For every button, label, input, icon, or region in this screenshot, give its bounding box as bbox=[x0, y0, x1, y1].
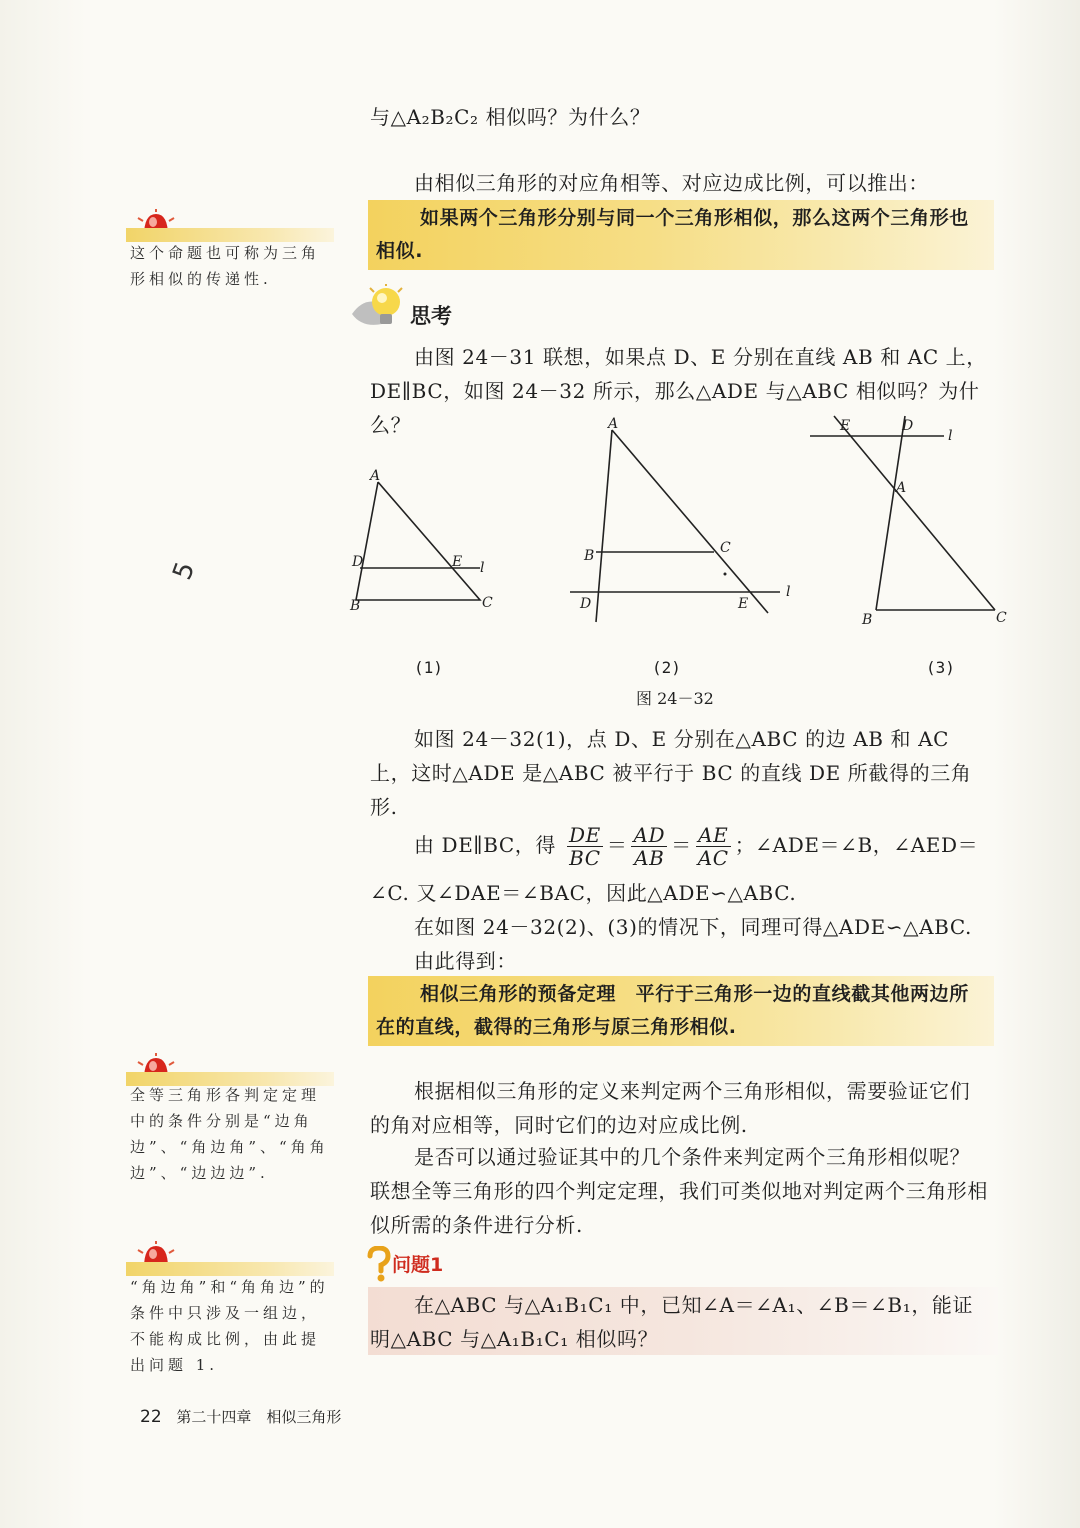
page-footer bbox=[140, 1406, 341, 1427]
question-heading: 问题1 bbox=[392, 1254, 444, 1276]
fig-sublabel-2: (2) bbox=[652, 658, 681, 677]
fig3-point-label: A bbox=[896, 480, 907, 496]
fig2-point-label: C bbox=[720, 540, 731, 556]
theorem-title: 相似三角形的预备定理 bbox=[420, 983, 617, 1005]
fig1-point-label: D bbox=[352, 554, 364, 570]
fig1-point-label: A bbox=[370, 468, 381, 484]
fig1-point-label: l bbox=[480, 560, 485, 576]
fraction-ae-ac: $\frac{AE}{AC}$ bbox=[697, 823, 729, 870]
fig2-point-label: A bbox=[608, 416, 619, 432]
paragraph-definition-check: 根据相似三角形的定义来判定两个三角形相似，需要验证它们的角对应相等，同时它们的边对应成比例. bbox=[370, 1079, 971, 1137]
chapter-title: 第二十四章 相似三角形 bbox=[176, 1408, 342, 1426]
side-note-transitivity: 这个命题也可称为三角形相似的传递性. bbox=[130, 244, 321, 288]
angle-equality-line: ∠C. 又∠DAE＝∠BAC，因此△ADE∽△ABC. bbox=[370, 881, 797, 905]
proportion-tail: ；∠ADE＝∠B，∠AED＝ bbox=[734, 833, 979, 857]
proportion-line: 由 DE∥BC，得 $\frac{DE}{BC}$ ＝ $\frac{AD}{AB}$ ＝ $\frac{AE}{AC}$ ；∠ADE＝∠B，∠AED＝ bbox=[414, 823, 979, 870]
intro-paragraph: 由相似三角形的对应角相等、对应边成比例，可以推出： bbox=[414, 171, 929, 195]
fraction-de-bc: $\frac{DE}{BC}$ bbox=[568, 823, 601, 870]
side-note-question-origin: “角边角”和“角角边”的条件中只涉及一组边，不能构成比例，由此提出问题 1. bbox=[130, 1278, 329, 1374]
preparatory-theorem bbox=[368, 976, 994, 1046]
paragraph-analysis: 是否可以通过验证其中的几个条件来判定两个三角形相似呢？联想全等三角形的四个判定定理，我们可类似地对判定两个三角形相似所需的条件进行分析. bbox=[370, 1145, 988, 1237]
fig1-point-label: B bbox=[350, 598, 361, 614]
fig1-triangle bbox=[356, 482, 480, 600]
lightbulb-icon bbox=[352, 284, 408, 332]
paragraph-therefore: 由此得到： bbox=[414, 949, 517, 973]
question-text: 在△ABC 与△A₁B₁C₁ 中，已知∠A＝∠A₁、∠B＝∠B₁，能证明△ABC 与△A₁B₁C₁ 相似吗？ bbox=[370, 1293, 974, 1351]
think-heading: 思考 bbox=[410, 304, 452, 328]
fig2-point-label: D bbox=[580, 596, 592, 612]
figure-caption: 图 24－32 bbox=[636, 689, 714, 708]
side-note-congruence: 全等三角形各判定定理中的条件分别是“边角边”、“角边角”、“角角边”、“边边边”. bbox=[130, 1086, 329, 1182]
paragraph-fig1-explanation: 如图 24－32(1)，点 D、E 分别在△ABC 的边 AB 和 AC 上，这时△ADE 是△ABC 被平行于 BC 的直线 DE 所截得的三角形. bbox=[370, 727, 972, 819]
fig-sublabel-3: (3) bbox=[926, 658, 955, 677]
transitivity-theorem: 如果两个三角形分别与同一个三角形相似，那么这两个三角形也相似. bbox=[368, 200, 994, 270]
paragraph-similar-cases: 在如图 24－32(2)、(3)的情况下，同理可得△ADE∽△ABC. bbox=[414, 915, 972, 939]
proportion-lead: 由 DE∥BC，得 bbox=[414, 833, 557, 857]
think-paragraph: 由图 24－31 联想，如果点 D、E 分别在直线 AB 和 AC 上，DE∥BC，如图 24－32 所示，那么△ADE 与△ABC 相似吗？为什么？ bbox=[370, 345, 987, 437]
fig1-point-label: C bbox=[482, 595, 493, 611]
fig1-point-label: E bbox=[452, 554, 463, 570]
fig-sublabel-1: (1) bbox=[414, 658, 443, 677]
top-question-line: 与△A₂B₂C₂ 相似吗？为什么？ bbox=[370, 105, 651, 129]
fig3-point-label: C bbox=[996, 610, 1007, 626]
fig3-line-db bbox=[876, 416, 905, 610]
fig3-line-ec bbox=[834, 416, 995, 610]
fig3-point-label: E bbox=[840, 418, 851, 434]
page-number: 22 bbox=[140, 1407, 162, 1427]
question-mark-icon bbox=[366, 1246, 392, 1284]
theorem-body: 平行于三角形一边的直线截其他两边所在的直线，截得的三角形与原三角形相似. bbox=[376, 983, 969, 1038]
fig2-point-label: E bbox=[738, 596, 749, 612]
fig3-point-label: l bbox=[948, 428, 953, 444]
fig3-point-label: B bbox=[862, 612, 873, 628]
fig2-line-ab bbox=[596, 430, 612, 622]
figure-24-32 bbox=[340, 410, 1030, 640]
handwritten-mark: 5 bbox=[167, 558, 202, 584]
fig3-point-label: D bbox=[902, 418, 914, 434]
fraction-ad-ab: $\frac{AD}{AB}$ bbox=[633, 823, 666, 870]
fig2-point-label: l bbox=[786, 584, 791, 600]
fig2-line-ac bbox=[612, 430, 768, 613]
fig2-point-label: B bbox=[584, 548, 595, 564]
